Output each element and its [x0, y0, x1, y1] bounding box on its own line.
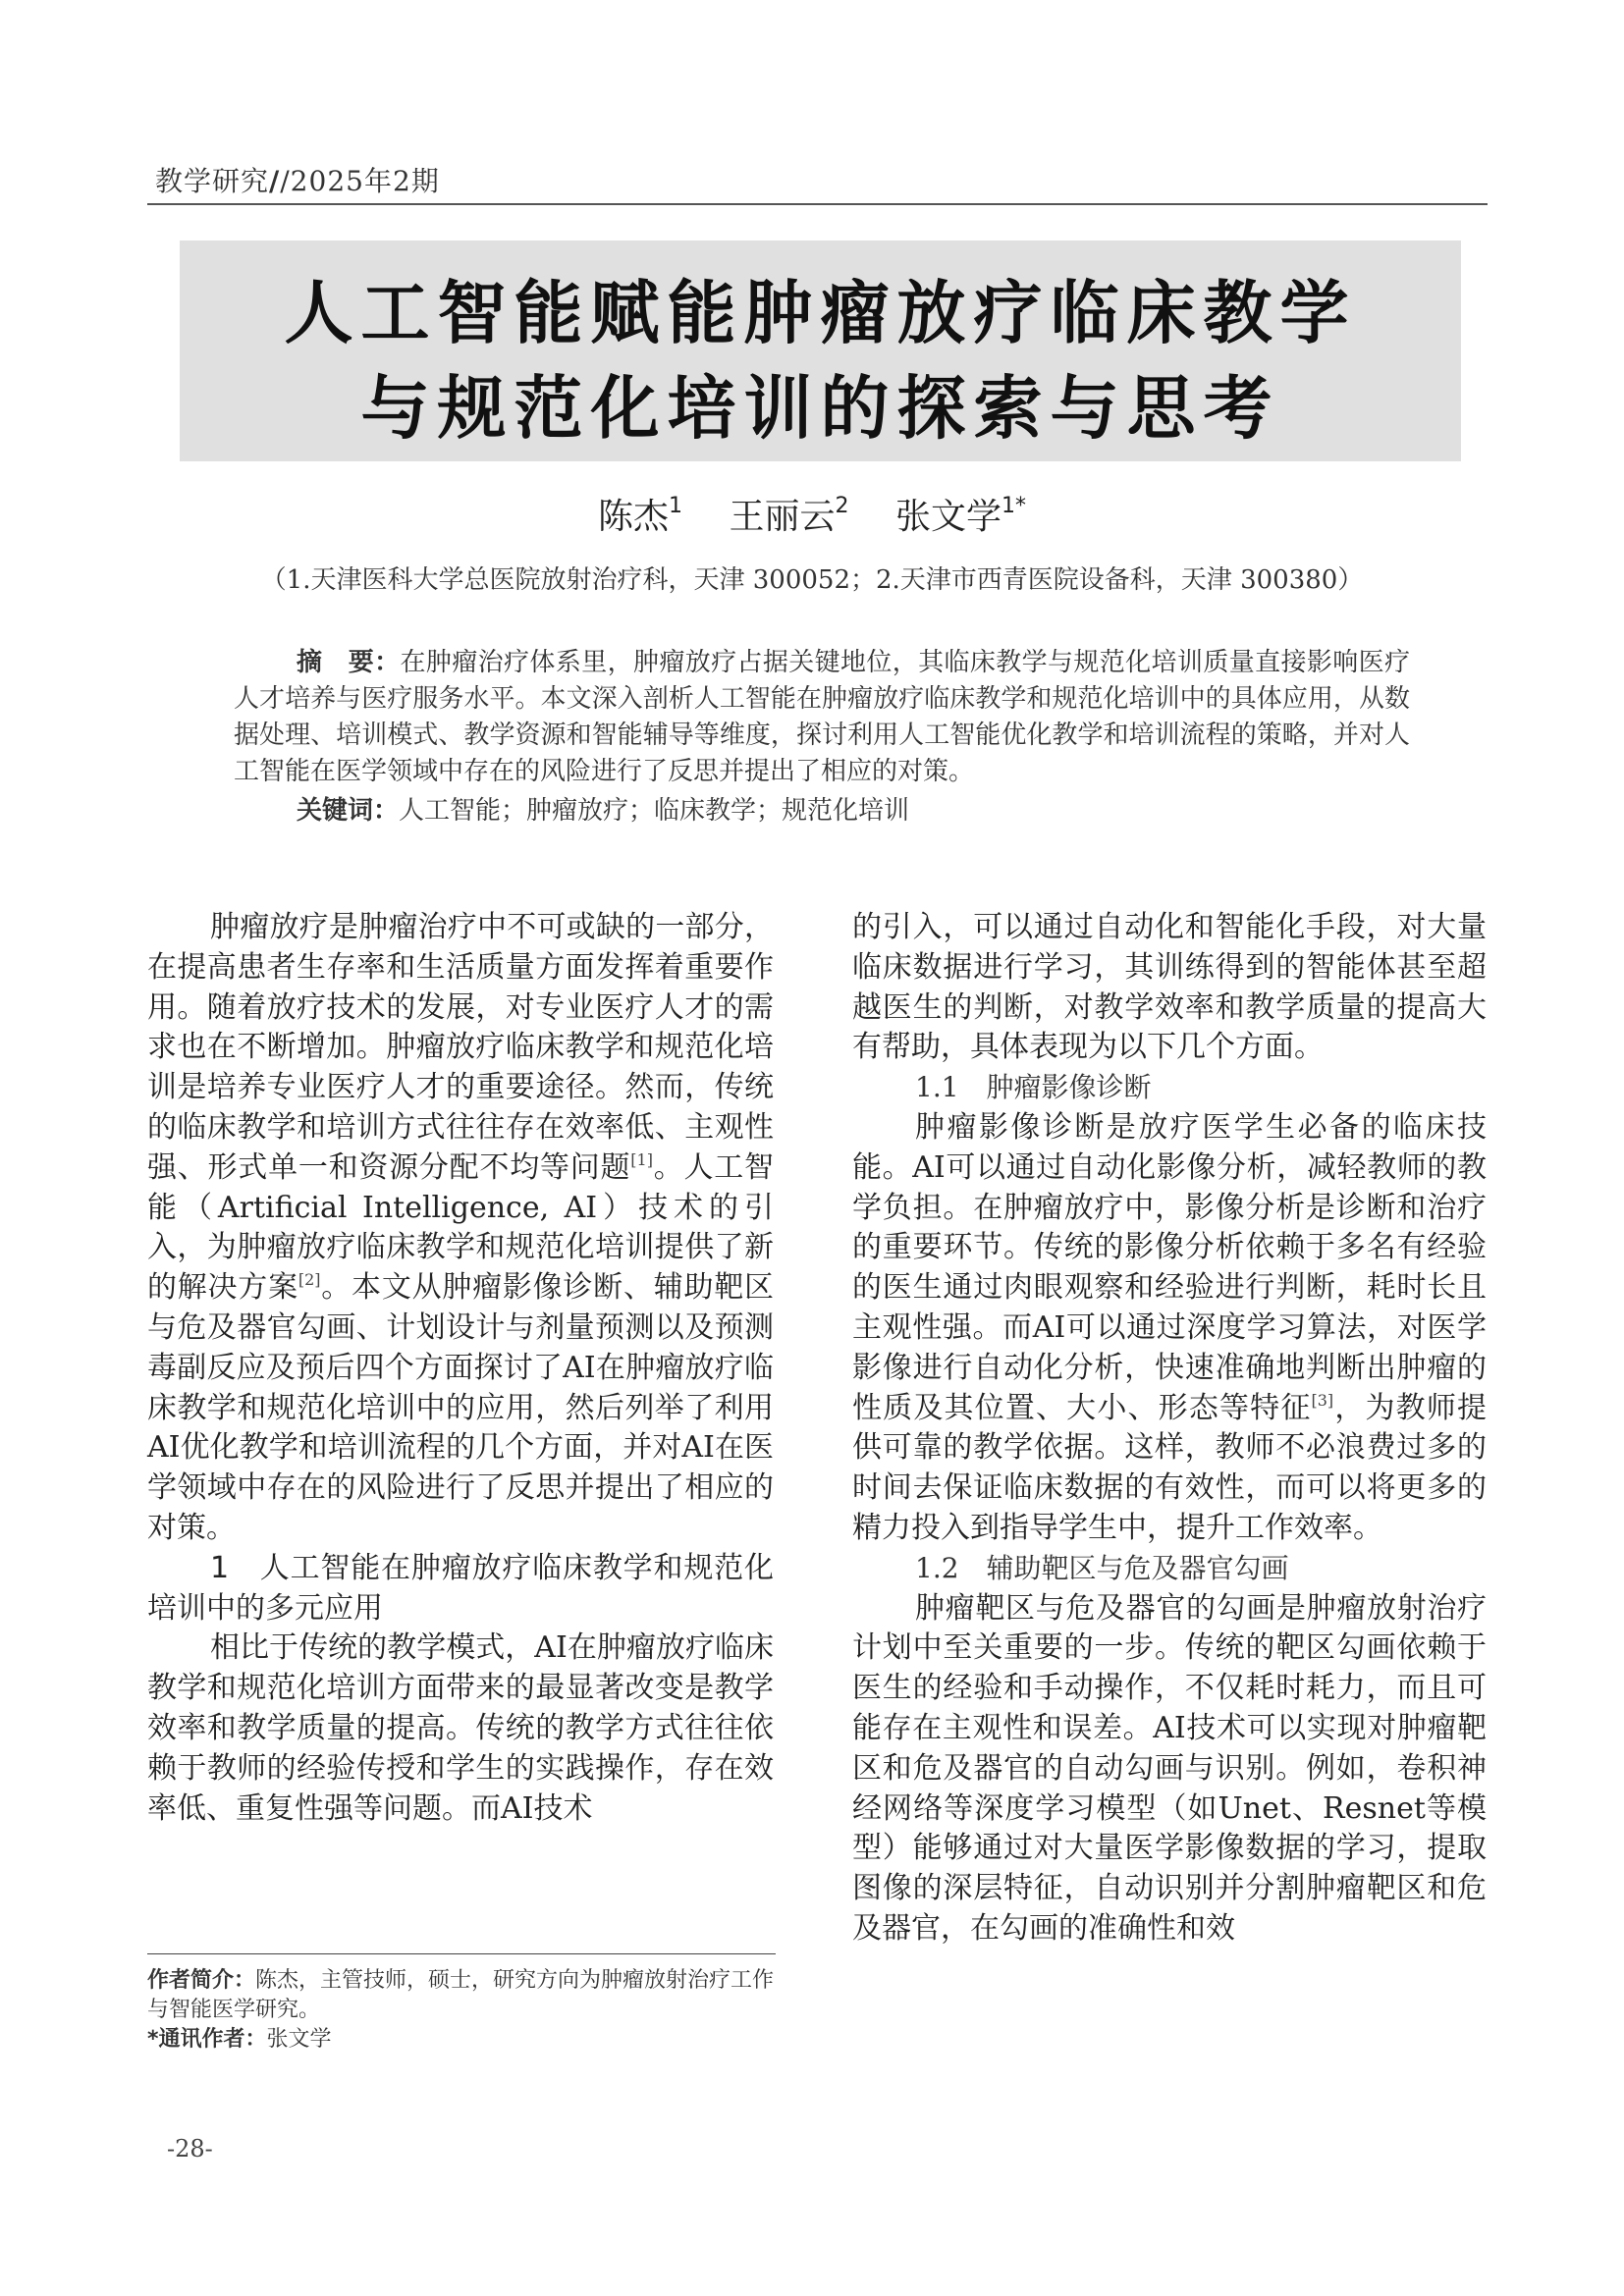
journal-name: 教学研究 — [155, 165, 270, 197]
section-1-heading: 1 人工智能在肿瘤放疗临床教学和规范化培训中的多元应用 — [147, 1550, 774, 1626]
page-number: -28- — [167, 2135, 213, 2163]
intro-text-c: 。本文从肿瘤影像诊断、辅助靶区与危及器官勾画、计划设计与剂量预测以及预测毒副反应及预后四个方面探讨了AI在肿瘤放疗临床教学和规范化培训中的应用，然后列举了利用AI优化教学和培训流程的几个方面，并对AI在医学领域中存在的风险进行了反思并提出了相应的对策。 — [147, 1270, 775, 1545]
citation-3[interactable]: [3] — [1311, 1390, 1334, 1410]
body-column-right — [852, 908, 1487, 1949]
subsection-1-1-text-a: 肿瘤影像诊断是放疗医学生必备的临床技能。AI可以通过自动化影像分析，减轻教师的教学负担。在肿瘤放疗中，影像分析是诊断和治疗的重要环节。传统的影像分析依赖于多名有经验的医生通过肉眼观察和经验进行判断，耗时长且主观性强。而AI可以通过深度学习算法，对医学影像进行自动化分析，快速准确地判断出肿瘤的性质及其位置、大小、形态等特征 — [852, 1109, 1487, 1425]
intro-text-b: 。人工智能（Artificial Intelligence, AI）技术的引入，为肿瘤放疗临床教学和规范化培训提供了新的解决方案 — [147, 1149, 775, 1306]
author-2 — [729, 494, 849, 537]
journal-header — [155, 160, 440, 199]
author-bio-label: 作者简介： — [147, 1968, 256, 1993]
abstract-text: 在肿瘤治疗体系里，肿瘤放疗占据关键地位，其临床教学与规范化培训质量直接影响医疗人才培养与医疗服务水平。本文深入剖析人工智能在肿瘤放疗临床教学和规范化培训中的具体应用，从数据处理、培训模式、教学资源和智能辅导等维度，探讨利用人工智能优化教学和培训流程的策略，并对人工智能在医学领域中存在的风险进行了反思并提出了相应的对策。 — [234, 648, 1410, 786]
author-3 — [894, 494, 1026, 537]
author-list — [0, 489, 1624, 539]
corresponding-author-footnote — [147, 2025, 776, 2055]
subsection-1-1-text-b: ，为教师提供可靠的教学依据。这样，教师不必浪费过多的时间去保证临床数据的有效性，而可以将更多的精力投入到指导学生中，提升工作效率。 — [852, 1390, 1488, 1545]
author-1-name: 陈杰 — [598, 497, 670, 537]
author-bio-footnote — [147, 1966, 776, 2025]
subsection-1-1-paragraph — [852, 1108, 1487, 1549]
footnotes — [147, 1966, 776, 2055]
subsection-1-1-heading: 1.1 肿瘤影像诊断 — [915, 1071, 1152, 1104]
title-line-1: 人工智能赋能肿瘤放疗临床教学 — [284, 273, 1357, 353]
author-1-affiliation-mark: 1 — [669, 494, 683, 518]
title-line-2: 与规范化培训的探索与思考 — [360, 368, 1280, 449]
author-3-name: 张文学 — [894, 497, 1001, 537]
header-rule — [147, 203, 1488, 205]
journal-issue: /2025年2期 — [280, 165, 440, 197]
author-3-affiliation-mark: 1* — [1001, 494, 1026, 518]
corresponding-author-label: *通讯作者： — [147, 2027, 267, 2052]
author-bio-text: 陈杰，主管技师，硕士，研究方向为肿瘤放射治疗工作与智能医学研究。 — [147, 1968, 775, 2022]
corresponding-author-name: 张文学 — [266, 2027, 332, 2052]
subsection-1-2-heading: 1.2 辅助靶区与危及器官勾画 — [915, 1551, 1289, 1584]
author-2-name: 王丽云 — [729, 497, 836, 537]
abstract-label: 摘 要： — [297, 648, 401, 677]
affiliations: （1.天津医科大学总医院放射治疗科，天津 300052；2.天津市西青医院设备科，天津 300380） — [260, 565, 1364, 595]
citation-1[interactable]: [1] — [630, 1149, 653, 1169]
body-column-left — [147, 908, 774, 1829]
intro-paragraph — [147, 908, 774, 1549]
keywords — [297, 790, 909, 827]
citation-2[interactable]: [2] — [298, 1270, 321, 1290]
section-1-paragraph: 相比于传统的教学模式，AI在肿瘤放疗临床教学和规范化培训方面带来的最显著改变是教学效率和教学质量的提高。传统的教学方式往往依赖于教师的经验传授和学生的实践操作，存在效率低、重复性强等问题。而AI技术 — [147, 1630, 774, 1826]
author-1 — [598, 494, 683, 537]
header-separator: / — [269, 165, 281, 197]
subsection-1-2-paragraph: 肿瘤靶区与危及器官的勾画是肿瘤放射治疗计划中至关重要的一步。传统的靶区勾画依赖于医生的经验和手动操作，不仅耗时耗力，而且可能存在主观性和误差。AI技术可以实现对肿瘤靶区和危及器官的自动勾画与识别。例如，卷积神经网络等深度学习模型（如Unet、Resnet等模型）能够通过对大量医学影像数据的学习，提取图像的深层特征，自动识别并分割肿瘤靶区和危及器官，在勾画的准确性和效 — [852, 1590, 1487, 1946]
footnote-rule — [147, 1953, 776, 1954]
continued-paragraph: 的引入，可以通过自动化和智能化手段，对大量临床数据进行学习，其训练得到的智能体甚至超越医生的判断，对教学效率和教学质量的提高大有帮助，具体表现为以下几个方面。 — [852, 910, 1487, 1065]
author-2-affiliation-mark: 2 — [835, 494, 849, 518]
intro-text-a: 肿瘤放疗是肿瘤治疗中不可或缺的一部分，在提高患者生存率和生活质量方面发挥着重要作用。随着放疗技术的发展，对专业医疗人才的需求也在不断增加。肿瘤放疗临床教学和规范化培训是培养专业医疗人才的重要途径。然而，传统的临床教学和培训方式往往存在效率低、主观性强、形式单一和资源分配不均等问题 — [147, 910, 774, 1185]
abstract — [234, 645, 1410, 790]
keywords-text: 人工智能；肿瘤放疗；临床教学；规范化培训 — [399, 796, 910, 826]
keywords-label: 关键词： — [297, 796, 400, 826]
title-box — [180, 240, 1461, 461]
